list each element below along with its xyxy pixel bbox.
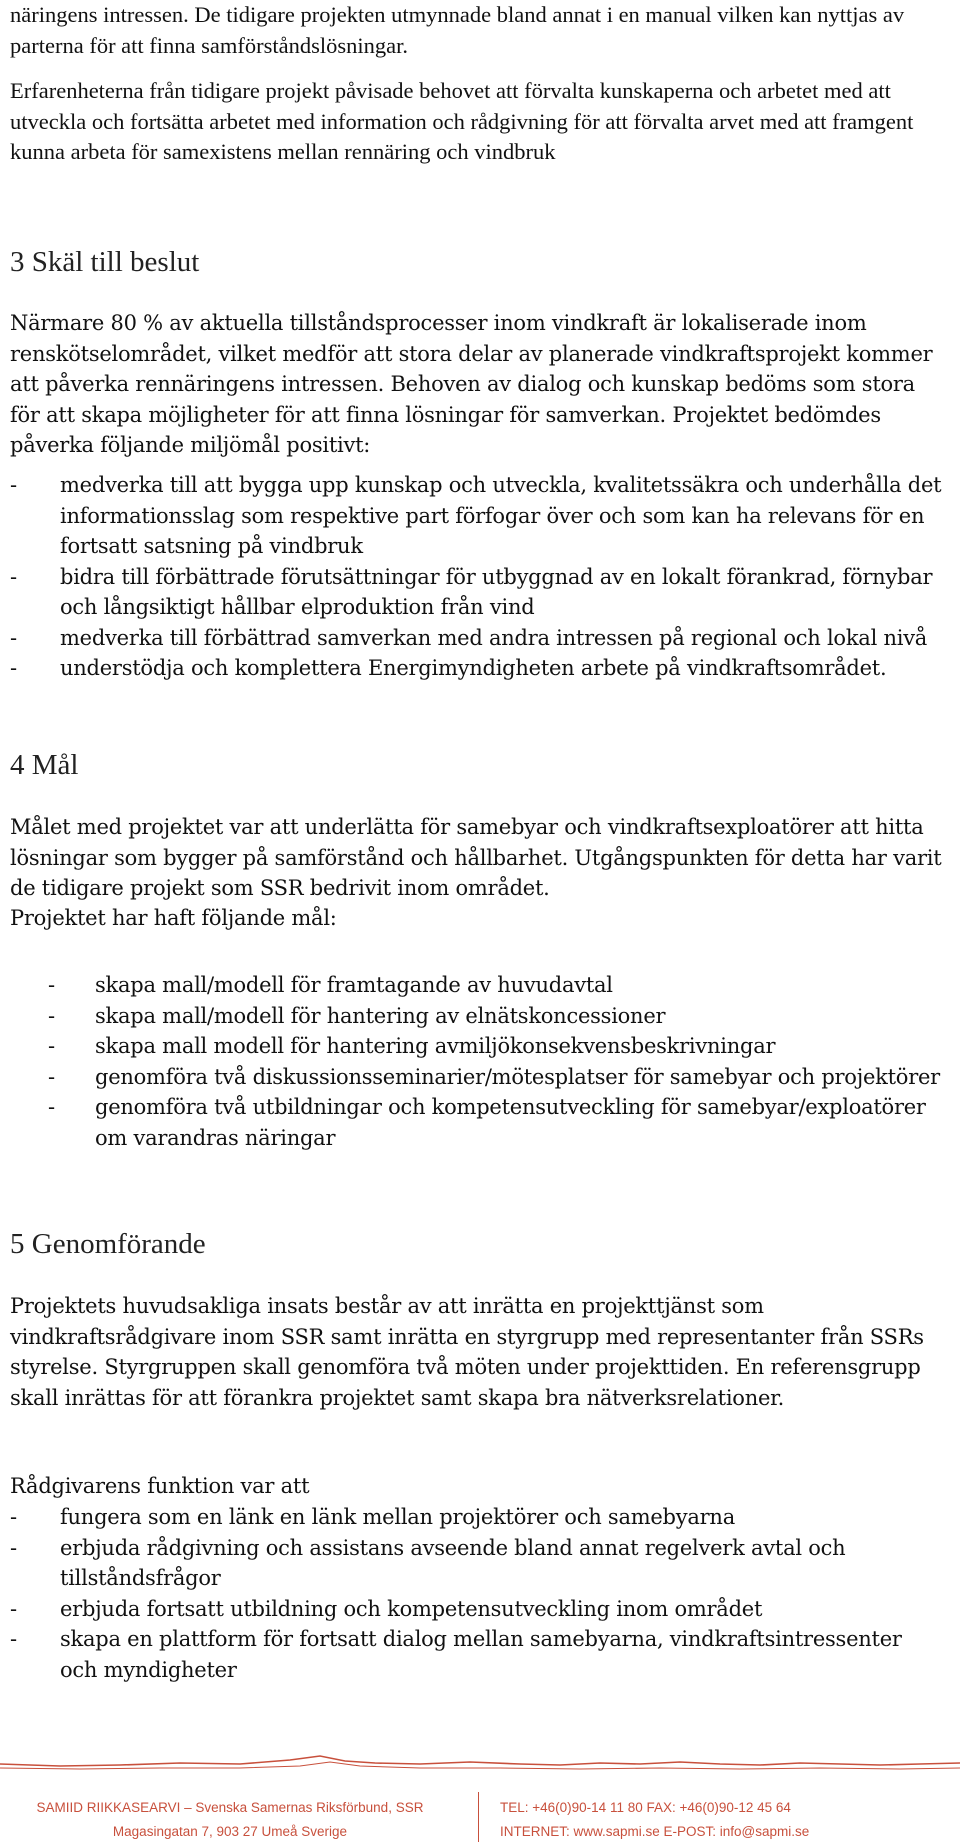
list-item: - skapa mall/modell för framtagande av huvudavtal (10, 970, 945, 1001)
mountain-line-graphic (0, 1752, 960, 1792)
intro-paragraph-1: näringens intressen. De tidigare projekten utmynnade bland annat i en manual vilken kan nyttjas av parterna för att finna samförståndslösningar. (10, 2, 905, 58)
footer-address: Magasingatan 7, 903 27 Umeå Sverige (112, 1824, 348, 1839)
list-item: - skapa mall modell för hantering avmiljökonsekvensbeskrivningar (10, 1031, 945, 1062)
footer-organization-block (10, 1796, 450, 1844)
section-3-heading: 3 Skäl till beslut (10, 246, 200, 278)
section-4-paragraph: Målet med projektet var att underlätta för samebyar och vindkraftsexploatörer att hitta lösningar som bygger på samförstånd och hållbarhet. Utgångspunkten för detta har varit de tidigare projekt som SSR bedrivit inom området. (10, 815, 942, 900)
list-item: - fungera som en länk en länk mellan projektörer och samebyarna (10, 1502, 945, 1533)
list-item: - skapa en plattform för fortsatt dialog mellan samebyarna, vindkraftsintressenter och myndigheter (10, 1624, 945, 1685)
intro-paragraph-2: Erfarenheterna från tidigare projekt påvisade behovet att förvalta kunskaperna och arbetet med att utveckla och fortsätta arbetet med information och rådgivning för att förvalta arvet med att framgent kunna arbeta för samexistens mellan rennäring och vindbruk (10, 78, 914, 164)
footer-contact-block (500, 1796, 809, 1844)
list-item: - bidra till förbättrade förutsättningar för utbyggnad av en lokalt förankrad, förnybar och långsiktigt hållbar elproduktion från vind (10, 562, 945, 623)
section-4-list (10, 970, 945, 1153)
letterhead-footer (0, 1752, 960, 1846)
list-item: - understödja och komplettera Energimyndigheten arbete på vindkraftsområdet. (10, 653, 945, 684)
list-item: - medverka till att bygga upp kunskap och utveckla, kvalitetssäkra och underhålla det informationsslag som respektive part förfogar över och som kan ha relevans för en fortsatt satsning på vindbruk (10, 470, 945, 562)
footer-divider (478, 1792, 479, 1842)
section-5-heading: 5 Genomförande (10, 1228, 206, 1260)
footer-web-email: INTERNET: www.sapmi.se E-POST: info@sapmi.se (500, 1824, 810, 1839)
section-5-paragraph: Projektets huvudsakliga insats består av att inrätta en projekttjänst som vindkraftsrådgivare inom SSR samt inrätta en styrgrupp med representanter från SSRs styrelse. Styrgruppen skall genomföra två möten under projekttiden. En referensgrupp skall inrättas för att förankra projektet samt skapa bra nätverksrelationer. (10, 1294, 924, 1410)
section-4-lead: Projektet har haft följande mål: (10, 906, 337, 930)
list-item: - genomföra två utbildningar och kompetensutveckling för samebyar/exploatörer om varandras näringar (10, 1092, 945, 1153)
section-5-list (10, 1502, 945, 1685)
list-item: - erbjuda fortsatt utbildning och kompetensutveckling inom området (10, 1594, 945, 1625)
section-3-paragraph: Närmare 80 % av aktuella tillståndsprocesser inom vindkraft är lokaliserade inom renskötselområdet, vilket medför att stora delar av planerade vindkraftsprojekt kommer att påverka rennäringens intressen. Behoven av dialog och kunskap bedöms som stora för att skapa möjligheter för att finna lösningar för samverkan. Projektet bedömdes påverka följande miljömål positivt: (10, 311, 933, 457)
section-4-heading: 4 Mål (10, 749, 79, 781)
footer-phone-fax: TEL: +46(0)90-14 11 80 FAX: +46(0)90-12 45 64 (500, 1800, 791, 1815)
footer-organization: SAMIID RIIKKASEARVI – Svenska Samernas Riksförbund, SSR (36, 1800, 424, 1815)
list-item: - skapa mall/modell för hantering av elnätskoncessioner (10, 1001, 945, 1032)
section-3-list (10, 470, 945, 684)
list-item: - genomföra två diskussionsseminarier/mötesplatser för samebyar och projektörer (10, 1062, 945, 1093)
list-item: - erbjuda rådgivning och assistans avseende bland annat regelverk avtal och tillståndsfrågor (10, 1533, 945, 1594)
list-item: - medverka till förbättrad samverkan med andra intressen på regional och lokal nivå (10, 623, 945, 654)
section-5-lead: Rådgivarens funktion var att (10, 1474, 310, 1498)
